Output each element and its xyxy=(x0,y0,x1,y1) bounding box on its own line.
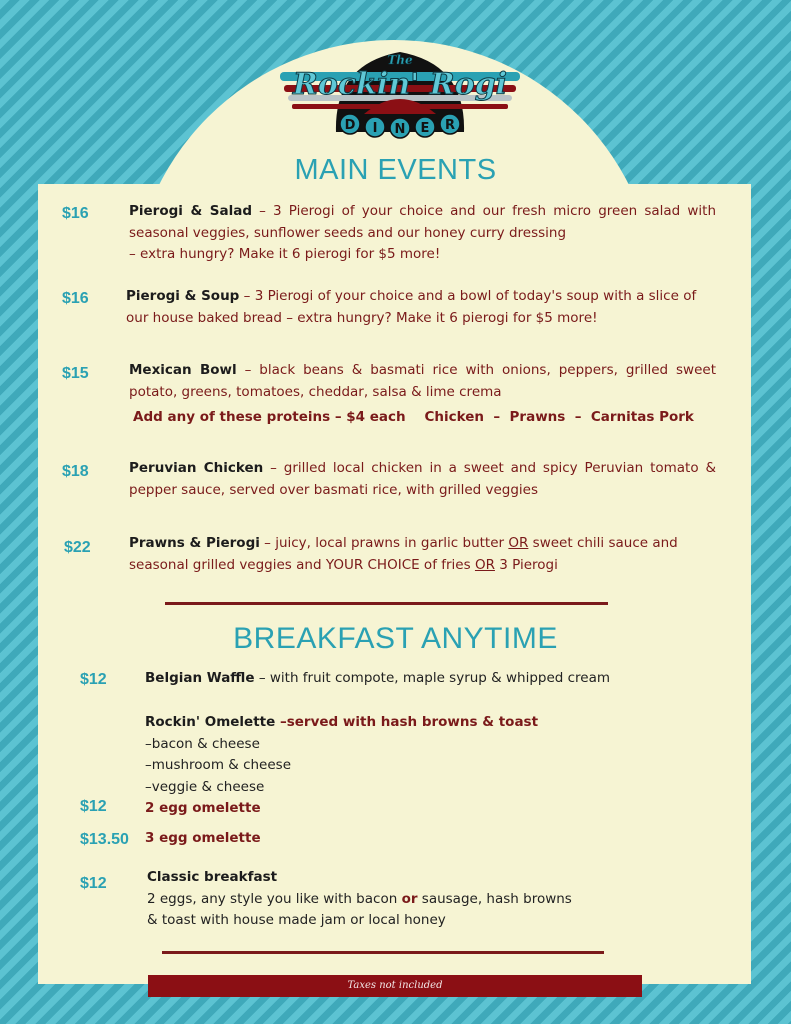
item-prawns-pierogi xyxy=(129,533,699,576)
item-desc: – with fruit compote, maple syrup & whipped cream xyxy=(254,670,611,686)
item-desc: – juicy, local prawns in garlic butter xyxy=(259,535,509,551)
item-desc: & toast with house made jam or local honey xyxy=(147,912,446,928)
or-emphasis: or xyxy=(401,890,418,907)
item-desc: – black beans & basmati rice with onions, peppers, grilled sweet potato, greens, tomatoes, cheddar, salsa & lime crema xyxy=(129,362,716,400)
item-desc: sweet chili sauce and seasonal grilled veggies and YOUR CHOICE of fries xyxy=(129,535,678,573)
option-3-egg-omelette: 3 egg omelette xyxy=(145,830,261,846)
or-underlined: OR xyxy=(508,535,529,551)
logo-letter: E xyxy=(420,121,430,136)
item-desc: – 3 Pierogi of your choice and a bowl of today's soup with a slice of our house baked bread – extra hungry? Make it 6 pierogi for $5 more! xyxy=(126,288,697,326)
item-mexican-bowl xyxy=(129,360,716,403)
price-2-egg-omelette: $12 xyxy=(80,798,107,815)
price-belgian-waffle: $12 xyxy=(80,671,107,688)
item-name: Pierogi & Salad xyxy=(129,203,253,219)
divider xyxy=(162,951,604,954)
item-pierogi-soup xyxy=(126,286,718,329)
logo-letter: D xyxy=(344,118,356,133)
item-name: Classic breakfast xyxy=(147,869,278,885)
item-classic-breakfast xyxy=(147,867,707,932)
or-underlined: OR xyxy=(474,556,495,573)
logo-letter: R xyxy=(444,118,456,133)
item-name: Prawns & Pierogi xyxy=(129,535,260,551)
item-desc: 2 eggs, any style you like with bacon xyxy=(147,890,402,907)
price-classic-breakfast: $12 xyxy=(80,875,107,892)
diner-logo xyxy=(276,44,524,144)
item-name: Rockin' Omelette xyxy=(145,714,276,730)
price-3-egg-omelette: $13.50 xyxy=(80,831,129,848)
item-desc: – grilled local chicken in a sweet and spicy Peruvian tomato & pepper sauce, served over basmati rice, with grilled veggies xyxy=(129,460,716,498)
item-rockin-omelette xyxy=(145,712,705,734)
price-peruvian-chicken: $18 xyxy=(62,463,89,480)
omelette-option: –bacon & cheese xyxy=(145,736,260,752)
protein-add-ons: Add any of these proteins – $4 each Chicken – Prawns – Carnitas Pork xyxy=(133,409,694,425)
omelette-option: –mushroom & cheese xyxy=(145,757,292,773)
price-prawns-pierogi: $22 xyxy=(64,539,91,556)
item-belgian-waffle xyxy=(145,668,705,690)
logo-diner-letters xyxy=(340,114,460,138)
item-desc: 3 Pierogi xyxy=(494,556,558,573)
option-2-egg-omelette: 2 egg omelette xyxy=(145,800,261,816)
omelette-option: –veggie & cheese xyxy=(145,779,265,795)
section-title-breakfast: BREAKFAST ANYTIME xyxy=(233,622,558,655)
price-mexican-bowl: $15 xyxy=(62,365,89,382)
item-peruvian-chicken xyxy=(129,458,716,501)
logo-letter: N xyxy=(394,122,406,137)
logo-letter: I xyxy=(372,121,378,136)
item-desc: – 3 Pierogi of your choice and our fresh micro green salad with seasonal veggies, sunflower seeds and our honey curry dressing xyxy=(129,203,717,241)
item-desc: –served with hash browns & toast xyxy=(275,714,539,730)
divider xyxy=(165,602,608,605)
item-name: Peruvian Chicken xyxy=(129,460,264,476)
item-pierogi-salad xyxy=(129,201,716,244)
item-name: Mexican Bowl xyxy=(129,362,237,378)
price-pierogi-salad: $16 xyxy=(62,205,89,222)
logo-line2: Rockin' Rogi xyxy=(292,67,508,102)
taxes-note: Taxes not included xyxy=(148,975,642,997)
item-desc: sausage, hash browns xyxy=(417,890,572,907)
item-name: Pierogi & Soup xyxy=(126,288,240,304)
section-title-main-events: MAIN EVENTS xyxy=(294,154,497,186)
price-pierogi-soup: $16 xyxy=(62,290,89,307)
logo-line1: The xyxy=(387,53,413,67)
item-pierogi-salad-extra: – extra hungry? Make it 6 pierogi for $5 more! xyxy=(129,246,441,262)
item-name: Belgian Waffle xyxy=(145,670,255,686)
